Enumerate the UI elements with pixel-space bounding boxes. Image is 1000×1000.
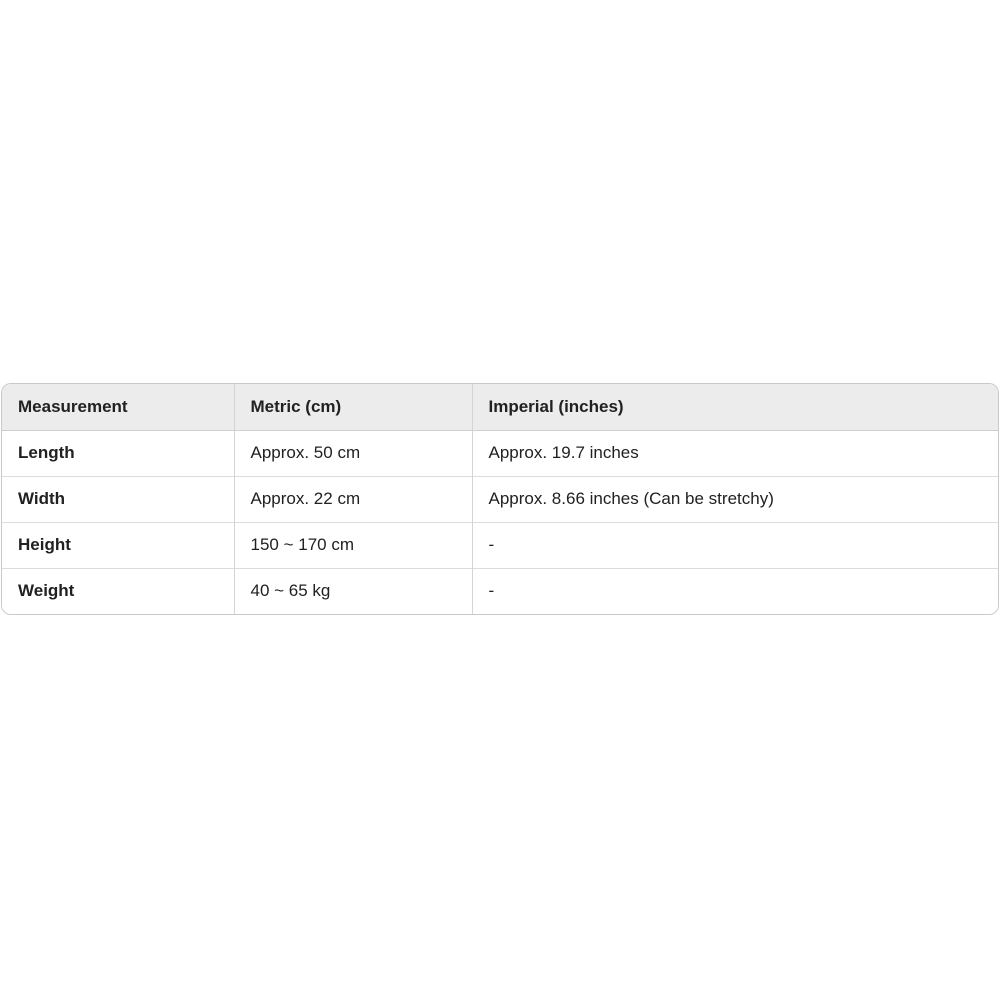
measurement-table	[2, 384, 998, 614]
table-row	[2, 568, 998, 614]
table-header-row	[2, 384, 998, 430]
table-row	[2, 522, 998, 568]
metric-value-cell: Approx. 22 cm	[234, 476, 472, 522]
imperial-value-cell: Approx. 8.66 inches (Can be stretchy)	[472, 476, 998, 522]
metric-value-cell: 40 ~ 65 kg	[234, 568, 472, 614]
imperial-value-cell: Approx. 19.7 inches	[472, 430, 998, 476]
imperial-value-cell: -	[472, 522, 998, 568]
table-body	[2, 430, 998, 614]
row-label-cell: Width	[2, 476, 234, 522]
column-header-measurement: Measurement	[2, 384, 234, 430]
row-label-cell: Height	[2, 522, 234, 568]
metric-value-cell: Approx. 50 cm	[234, 430, 472, 476]
imperial-value-cell: -	[472, 568, 998, 614]
row-label-cell: Weight	[2, 568, 234, 614]
table-row	[2, 430, 998, 476]
column-header-metric: Metric (cm)	[234, 384, 472, 430]
row-label-cell: Length	[2, 430, 234, 476]
measurement-table-container	[1, 383, 999, 615]
metric-value-cell: 150 ~ 170 cm	[234, 522, 472, 568]
table-row	[2, 476, 998, 522]
column-header-imperial: Imperial (inches)	[472, 384, 998, 430]
